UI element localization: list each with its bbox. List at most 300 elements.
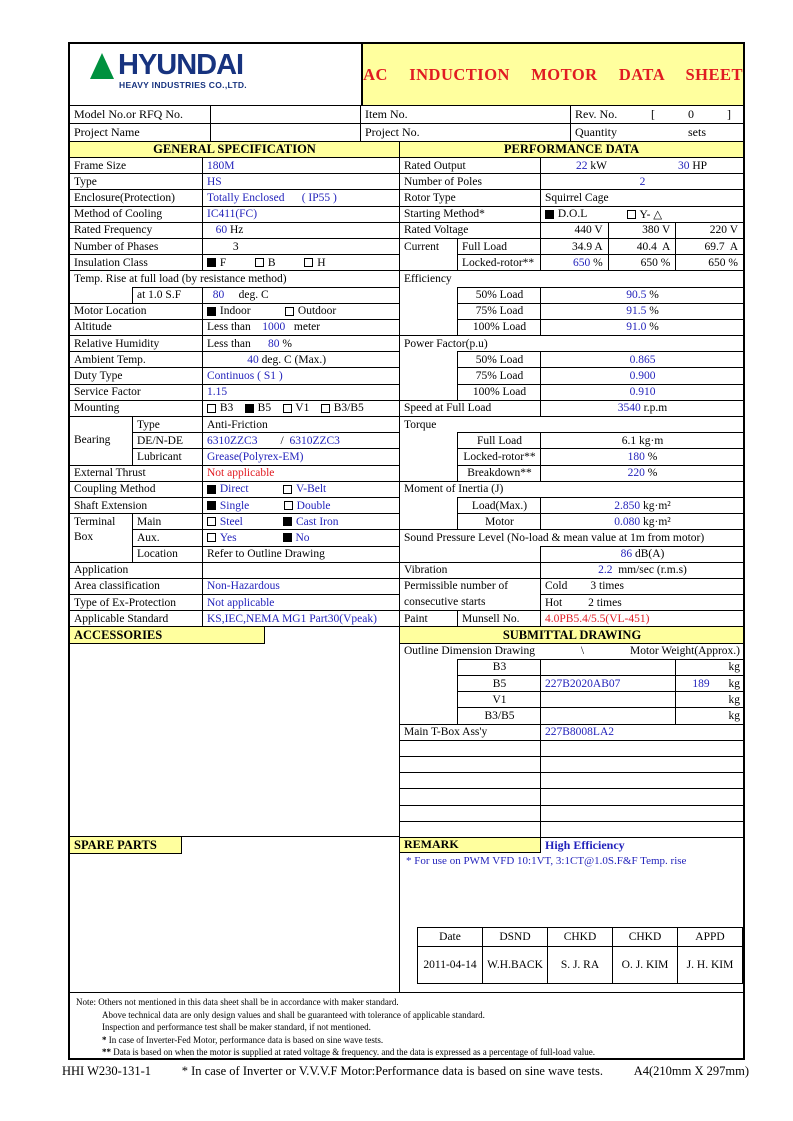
text-segment: 2.850 bbox=[614, 499, 643, 512]
item-no-label: Item No. bbox=[360, 106, 570, 123]
100-load-label: 100% Load bbox=[457, 319, 540, 335]
motor-label: Motor bbox=[457, 513, 540, 529]
accessories-area bbox=[70, 626, 399, 836]
application-label: Application bbox=[70, 562, 202, 578]
text-segment: IC411(FC) bbox=[207, 208, 258, 221]
rated-output-label: Rated Output bbox=[400, 157, 540, 173]
text-segment: 227B2020AB07 bbox=[545, 677, 621, 690]
note-line-4: * In case of Inverter-Fed Motor, performance data is based on sine wave tests. bbox=[102, 1034, 384, 1045]
method-of-cooling-label: Method of Cooling bbox=[70, 206, 202, 222]
brand-subtitle: HEAVY INDUSTRIES CO.,LTD. bbox=[119, 80, 247, 90]
text-segment: meter bbox=[285, 321, 321, 334]
table-row bbox=[70, 416, 399, 432]
text-segment: 180M bbox=[207, 159, 235, 172]
table-row bbox=[400, 270, 743, 286]
full-load-value bbox=[540, 432, 743, 448]
checkbox-checked-icon bbox=[207, 485, 216, 494]
at-1-0-s-f-label: at 1.0 S.F bbox=[132, 287, 202, 303]
table-row bbox=[400, 788, 743, 804]
text-segment: 80 bbox=[207, 289, 225, 302]
type-value bbox=[202, 173, 399, 189]
text-segment: 60 bbox=[207, 224, 230, 237]
type-value bbox=[202, 416, 399, 432]
text-segment: D.O.L bbox=[555, 208, 628, 221]
table-row bbox=[400, 206, 743, 222]
text-segment: kW bbox=[590, 159, 607, 172]
text-segment: Not applicable bbox=[207, 596, 275, 609]
table-row bbox=[400, 448, 743, 464]
text-segment: B5 bbox=[254, 402, 283, 415]
text-segment: Single bbox=[219, 499, 284, 512]
checkbox-unchecked-icon bbox=[627, 210, 636, 219]
empty-cell bbox=[400, 740, 540, 756]
group-label bbox=[70, 546, 132, 562]
locked-rotor-col-3 bbox=[675, 254, 743, 270]
table-row bbox=[400, 707, 743, 723]
text-segment: * For use on PWM VFD 10:1VT, 3:1CT@1.0S.F&F Temp. rise bbox=[406, 855, 687, 868]
indent-cell bbox=[400, 465, 457, 481]
text-segment: deg. C bbox=[224, 289, 269, 302]
table-row bbox=[400, 821, 743, 837]
table-row bbox=[70, 513, 399, 529]
text-segment: 380 V bbox=[642, 224, 671, 237]
shaft-extension-value bbox=[202, 497, 399, 513]
full-load-label: Full Load bbox=[457, 238, 540, 254]
table-row bbox=[70, 367, 399, 383]
footer-paper-size: A4(210mm X 297mm) bbox=[633, 1064, 749, 1078]
note-line-3: Inspection and performance test shall be maker standard, if not mentioned. bbox=[102, 1022, 371, 1033]
table-row bbox=[70, 384, 399, 400]
table-row bbox=[400, 853, 743, 869]
text-segment: 91.5 bbox=[626, 305, 650, 318]
table-row bbox=[400, 578, 743, 594]
text-segment: 650 bbox=[572, 256, 594, 269]
method-of-cooling-value bbox=[202, 206, 399, 222]
locked-rotor-label: Locked-rotor** bbox=[457, 254, 540, 270]
text-segment: Direct bbox=[219, 483, 284, 496]
consecutive-starts-label: consecutive starts bbox=[404, 596, 486, 609]
checkbox-unchecked-icon bbox=[255, 258, 264, 267]
sound-pressure-value bbox=[540, 546, 743, 562]
table-row bbox=[70, 351, 399, 367]
main-label: Main bbox=[132, 513, 202, 529]
mounting-label: Mounting bbox=[70, 400, 202, 416]
text-segment: KS,IEC,NEMA MG1 Part30(Vpeak) bbox=[207, 612, 377, 625]
empty-cell bbox=[400, 772, 540, 788]
type-of-ex-protection-value bbox=[202, 594, 399, 610]
temp-rise-at-full-load-by-resistance-method-label: Temp. Rise at full load (by resistance method) bbox=[70, 270, 399, 286]
table-row bbox=[400, 643, 743, 659]
permissible-number-of-value bbox=[540, 578, 743, 594]
note-asterisk: ** bbox=[102, 1047, 114, 1058]
text-segment: Indoor bbox=[217, 305, 286, 318]
area-classification-label: Area classification bbox=[70, 578, 202, 594]
table-row bbox=[400, 626, 743, 642]
motor-location-label: Motor Location bbox=[70, 303, 202, 319]
load-max-label: Load(Max.) bbox=[457, 497, 540, 513]
75-load-value bbox=[540, 367, 743, 383]
text-segment: Totally Enclosed bbox=[207, 191, 285, 204]
table-row bbox=[70, 465, 399, 481]
text-segment: B3/B5 bbox=[330, 402, 364, 415]
signature-header-row bbox=[418, 928, 742, 947]
info-row-1 bbox=[70, 105, 743, 123]
rated-output-kw bbox=[541, 158, 642, 173]
text-segment: Steel bbox=[219, 515, 284, 528]
remark-note bbox=[400, 853, 743, 869]
breakdown-label: Breakdown** bbox=[457, 465, 540, 481]
table-row bbox=[400, 287, 743, 303]
b5-weight-value bbox=[676, 676, 726, 691]
performance-data-column bbox=[400, 157, 743, 992]
empty-cell bbox=[400, 805, 540, 821]
main-t-box-ass-y-value bbox=[540, 724, 743, 740]
b5-drawing-no bbox=[540, 675, 675, 691]
rated-voltage-col-3 bbox=[675, 222, 743, 238]
main-t-box-ass-y-label: Main T-Box Ass'y bbox=[400, 724, 540, 740]
text-segment: High Efficiency bbox=[545, 837, 625, 852]
text-segment: Y- △ bbox=[637, 209, 663, 222]
text-segment: 3 bbox=[207, 240, 239, 253]
vibration-value bbox=[540, 562, 743, 578]
table-row bbox=[70, 206, 399, 222]
table-row bbox=[70, 173, 399, 189]
text-segment: kg·m² bbox=[643, 515, 671, 528]
locked-rotor-value bbox=[540, 448, 743, 464]
text-segment: 440 V bbox=[574, 224, 603, 237]
text-segment: 650 % bbox=[708, 256, 739, 269]
text-segment: / bbox=[257, 434, 290, 447]
service-factor-value bbox=[202, 384, 399, 400]
table-row bbox=[70, 546, 399, 562]
weight-unit: kg bbox=[728, 677, 740, 690]
project-no-label: Project No. bbox=[360, 124, 570, 141]
rated-voltage-label: Rated Voltage bbox=[400, 222, 540, 238]
b5-weight-cell bbox=[675, 675, 743, 691]
empty-cell bbox=[400, 821, 540, 837]
checkbox-unchecked-icon bbox=[321, 404, 330, 413]
indent-cell bbox=[400, 319, 457, 335]
empty-cell bbox=[540, 772, 743, 788]
indent-cell bbox=[400, 432, 457, 448]
rev-no-label: Rev. No. bbox=[575, 107, 618, 121]
text-segment: 90.5 bbox=[626, 289, 650, 302]
coupling-method-label: Coupling Method bbox=[70, 481, 202, 497]
sig-value-3: S. J. RA bbox=[547, 947, 612, 983]
table-row bbox=[400, 562, 743, 578]
insulation-class-value bbox=[202, 254, 399, 270]
sig-value-4: O. J. KIM bbox=[612, 947, 677, 983]
de-n-de-label: DE/N-DE bbox=[132, 432, 202, 448]
hyundai-triangle-icon bbox=[90, 53, 114, 79]
service-factor-label: Service Factor bbox=[70, 384, 202, 400]
table-row bbox=[400, 740, 743, 756]
starting-method-value bbox=[540, 206, 743, 222]
table-row bbox=[400, 367, 743, 383]
text-segment: 22 bbox=[576, 159, 591, 172]
coupling-method-value bbox=[202, 481, 399, 497]
terminal-label: Terminal bbox=[70, 513, 132, 529]
altitude-label: Altitude bbox=[70, 319, 202, 335]
aux-label: Aux. bbox=[132, 529, 202, 545]
table-row bbox=[70, 222, 399, 238]
indent-cell bbox=[400, 351, 457, 367]
table-row bbox=[400, 610, 743, 626]
rev-bracket-close: ] bbox=[727, 107, 731, 121]
rated-frequency-label: Rated Frequency bbox=[70, 222, 202, 238]
text-segment: 91.0 bbox=[626, 321, 650, 334]
paint-label: Paint bbox=[400, 610, 457, 626]
note-line-2: Above technical data are only design values and shall be guaranteed with tolerance of applicable standard. bbox=[102, 1009, 485, 1020]
v1-weight-value bbox=[676, 692, 726, 707]
table-row bbox=[70, 238, 399, 254]
rated-frequency-value bbox=[202, 222, 399, 238]
b3-drawing-no bbox=[540, 659, 675, 675]
text-segment: % bbox=[649, 289, 659, 302]
text-segment: % bbox=[649, 321, 659, 334]
text-segment: r.p.m bbox=[643, 402, 668, 415]
text-segment: 34.9 A bbox=[572, 240, 603, 253]
type-label: Type bbox=[70, 173, 202, 189]
shaft-extension-label: Shaft Extension bbox=[70, 497, 202, 513]
text-segment: Anti-Friction bbox=[207, 418, 268, 431]
table-row bbox=[70, 562, 399, 578]
table-row bbox=[70, 189, 399, 205]
form-body bbox=[70, 157, 743, 992]
duty-type-value bbox=[202, 367, 399, 383]
checkbox-checked-icon bbox=[283, 533, 292, 542]
75-load-label: 75% Load bbox=[457, 303, 540, 319]
footer-form-code: HHI W230-131-1 bbox=[62, 1064, 151, 1078]
table-row bbox=[400, 659, 743, 675]
signature-value-row bbox=[418, 947, 742, 983]
table-row bbox=[400, 319, 743, 335]
indent-cell bbox=[400, 287, 457, 303]
text-segment: % bbox=[649, 305, 659, 318]
box-label: Box bbox=[74, 531, 94, 544]
text-segment: 220 bbox=[627, 467, 648, 480]
breakdown-value bbox=[540, 465, 743, 481]
group-label bbox=[70, 416, 132, 432]
checkbox-unchecked-icon bbox=[285, 307, 294, 316]
text-segment: 80 bbox=[268, 337, 283, 350]
number-of-poles-value bbox=[540, 173, 743, 189]
group-label bbox=[400, 254, 457, 270]
note-asterisk: * bbox=[102, 1034, 109, 1045]
text-segment: 3540 bbox=[617, 402, 644, 415]
rev-no-value: 0 bbox=[688, 107, 694, 121]
text-segment: B bbox=[265, 256, 305, 269]
table-row bbox=[400, 513, 743, 529]
checkbox-checked-icon bbox=[207, 307, 216, 316]
indent-cell bbox=[400, 691, 457, 707]
table-row bbox=[70, 610, 399, 626]
general-specification-header: GENERAL SPECIFICATION bbox=[70, 142, 400, 157]
table-row bbox=[400, 465, 743, 481]
sig-value-1: 2011-04-14 bbox=[423, 959, 477, 971]
table-row bbox=[400, 772, 743, 788]
text-segment: HP bbox=[692, 159, 708, 172]
munsell-no-label: Munsell No. bbox=[457, 610, 540, 626]
hyundai-logo bbox=[70, 44, 361, 105]
motor-value bbox=[540, 513, 743, 529]
starting-method-label: Starting Method* bbox=[400, 206, 540, 222]
text-segment: Squirrel Cage bbox=[545, 191, 609, 204]
indent-cell bbox=[70, 287, 132, 303]
v1-weight-cell bbox=[675, 691, 743, 707]
lubricant-label: Lubricant bbox=[132, 448, 202, 464]
page-footer bbox=[62, 1064, 749, 1079]
altitude-value bbox=[202, 319, 399, 335]
text-segment: 1.15 bbox=[207, 386, 228, 399]
table-row bbox=[400, 303, 743, 319]
50-load-value bbox=[540, 287, 743, 303]
indent-cell bbox=[400, 513, 457, 529]
moment-of-inertia-j-label: Moment of Inertia (J) bbox=[400, 481, 743, 497]
rev-bracket-open: [ bbox=[651, 107, 655, 121]
text-segment: % bbox=[593, 256, 603, 269]
checkbox-checked-icon bbox=[283, 517, 292, 526]
table-row bbox=[400, 416, 743, 432]
indent-cell bbox=[400, 384, 457, 400]
type-of-ex-protection-label: Type of Ex-Protection bbox=[70, 594, 202, 610]
locked-rotor-label: Locked-rotor** bbox=[457, 448, 540, 464]
text-segment: Refer to Outline Drawing bbox=[207, 548, 325, 561]
sig-value-2: W.H.BACK bbox=[482, 947, 547, 983]
table-row bbox=[400, 173, 743, 189]
v1-drawing-no bbox=[540, 691, 675, 707]
location-value bbox=[202, 546, 399, 562]
type-label: Type bbox=[132, 416, 202, 432]
project-name-value bbox=[210, 124, 360, 141]
de-n-de-value bbox=[202, 432, 399, 448]
table-row bbox=[70, 594, 399, 610]
outline-drawing-title: Outline Dimension Drawing bbox=[404, 645, 535, 658]
table-row bbox=[400, 335, 743, 351]
torque-label: Torque bbox=[400, 416, 743, 432]
indent-cell bbox=[400, 675, 457, 691]
performance-data-header: PERFORMANCE DATA bbox=[400, 142, 743, 157]
main-value bbox=[202, 513, 399, 529]
text-segment: Less than bbox=[207, 337, 269, 350]
number-of-poles-label: Number of Poles bbox=[400, 173, 540, 189]
permissible-number-of-label: Permissible number of bbox=[400, 578, 540, 594]
notes-block bbox=[70, 992, 743, 1059]
table-row bbox=[70, 578, 399, 594]
info-row-2 bbox=[70, 123, 743, 141]
text-segment: 0.080 bbox=[614, 515, 643, 528]
note-line-1: Note: Others not mentioned in this data sheet shall be in accordance with maker standard. bbox=[76, 997, 399, 1007]
table-row bbox=[400, 432, 743, 448]
indent-cell bbox=[400, 303, 457, 319]
text-segment: 30 bbox=[677, 159, 693, 172]
text-segment: 2.2 bbox=[598, 564, 619, 577]
mounting-value bbox=[202, 400, 399, 416]
munsell-no-value bbox=[540, 610, 743, 626]
v1-label: V1 bbox=[457, 691, 540, 707]
full-load-label: Full Load bbox=[457, 432, 540, 448]
table-row bbox=[400, 691, 743, 707]
table-row bbox=[70, 529, 399, 545]
frame-size-value bbox=[202, 157, 399, 173]
load-max-value bbox=[540, 497, 743, 513]
text-segment: 3 times bbox=[567, 580, 624, 593]
text-segment: 40.4 A bbox=[636, 240, 671, 253]
checkbox-unchecked-icon bbox=[207, 404, 216, 413]
power-factor-p-u-label: Power Factor(p.u) bbox=[400, 335, 743, 351]
external-thrust-value bbox=[202, 465, 399, 481]
text-segment: % bbox=[282, 337, 292, 350]
empty-cell bbox=[540, 740, 743, 756]
100-load-value bbox=[540, 384, 743, 400]
empty-cell bbox=[400, 756, 540, 772]
quantity-value: sets bbox=[688, 125, 706, 139]
blank-space bbox=[400, 869, 743, 927]
checkbox-checked-icon bbox=[245, 404, 254, 413]
text-segment: kg·m² bbox=[643, 499, 671, 512]
empty-cell bbox=[400, 788, 540, 804]
table-row bbox=[70, 254, 399, 270]
checkbox-unchecked-icon bbox=[304, 258, 313, 267]
duty-type-label: Duty Type bbox=[70, 367, 202, 383]
current-label: Current bbox=[400, 238, 457, 254]
text-segment: H bbox=[314, 256, 326, 269]
lubricant-value bbox=[202, 448, 399, 464]
table-row bbox=[70, 287, 399, 303]
text-segment: 86 bbox=[620, 548, 635, 561]
model-no-value bbox=[210, 106, 360, 123]
general-specification-column bbox=[70, 157, 400, 992]
text-segment: 650 % bbox=[640, 256, 671, 269]
number-of-phases-value bbox=[202, 238, 399, 254]
text-segment: Hot bbox=[545, 596, 563, 609]
text-segment: 40 bbox=[247, 353, 262, 366]
rev-no-cell bbox=[570, 106, 743, 123]
separator: \ bbox=[580, 645, 585, 658]
ambient-temp-label: Ambient Temp. bbox=[70, 351, 202, 367]
frame-size-label: Frame Size bbox=[70, 157, 202, 173]
weight-unit: kg bbox=[728, 661, 740, 674]
table-row bbox=[400, 400, 743, 416]
table-row bbox=[70, 157, 399, 173]
table-row bbox=[70, 335, 399, 351]
form-header bbox=[70, 44, 743, 105]
b3-label: B3 bbox=[457, 659, 540, 675]
table-row bbox=[70, 497, 399, 513]
table-row bbox=[400, 222, 743, 238]
checkbox-unchecked-icon bbox=[207, 517, 216, 526]
table-row bbox=[400, 546, 743, 562]
text-segment: ( IP55 ) bbox=[284, 191, 337, 204]
ambient-temp-value bbox=[202, 351, 399, 367]
text-segment: 6.1 kg·m bbox=[621, 434, 664, 447]
table-row bbox=[400, 756, 743, 772]
indent-cell bbox=[400, 448, 457, 464]
application-value bbox=[202, 562, 399, 578]
checkbox-checked-icon bbox=[207, 501, 216, 510]
aux-value bbox=[202, 529, 399, 545]
sig-header-chkd-3: CHKD bbox=[547, 928, 612, 947]
table-row bbox=[400, 351, 743, 367]
speed-at-full-load-label: Speed at Full Load bbox=[400, 400, 540, 416]
text-segment: No bbox=[295, 531, 310, 544]
section-header-row bbox=[70, 141, 743, 157]
submittal-drawing-header: SUBMITTAL DRAWING bbox=[400, 626, 743, 642]
text-segment: Yes bbox=[219, 531, 283, 544]
table-row bbox=[400, 594, 743, 610]
project-name-label: Project Name bbox=[74, 125, 140, 139]
text-segment: 227B8008LA2 bbox=[545, 726, 614, 739]
